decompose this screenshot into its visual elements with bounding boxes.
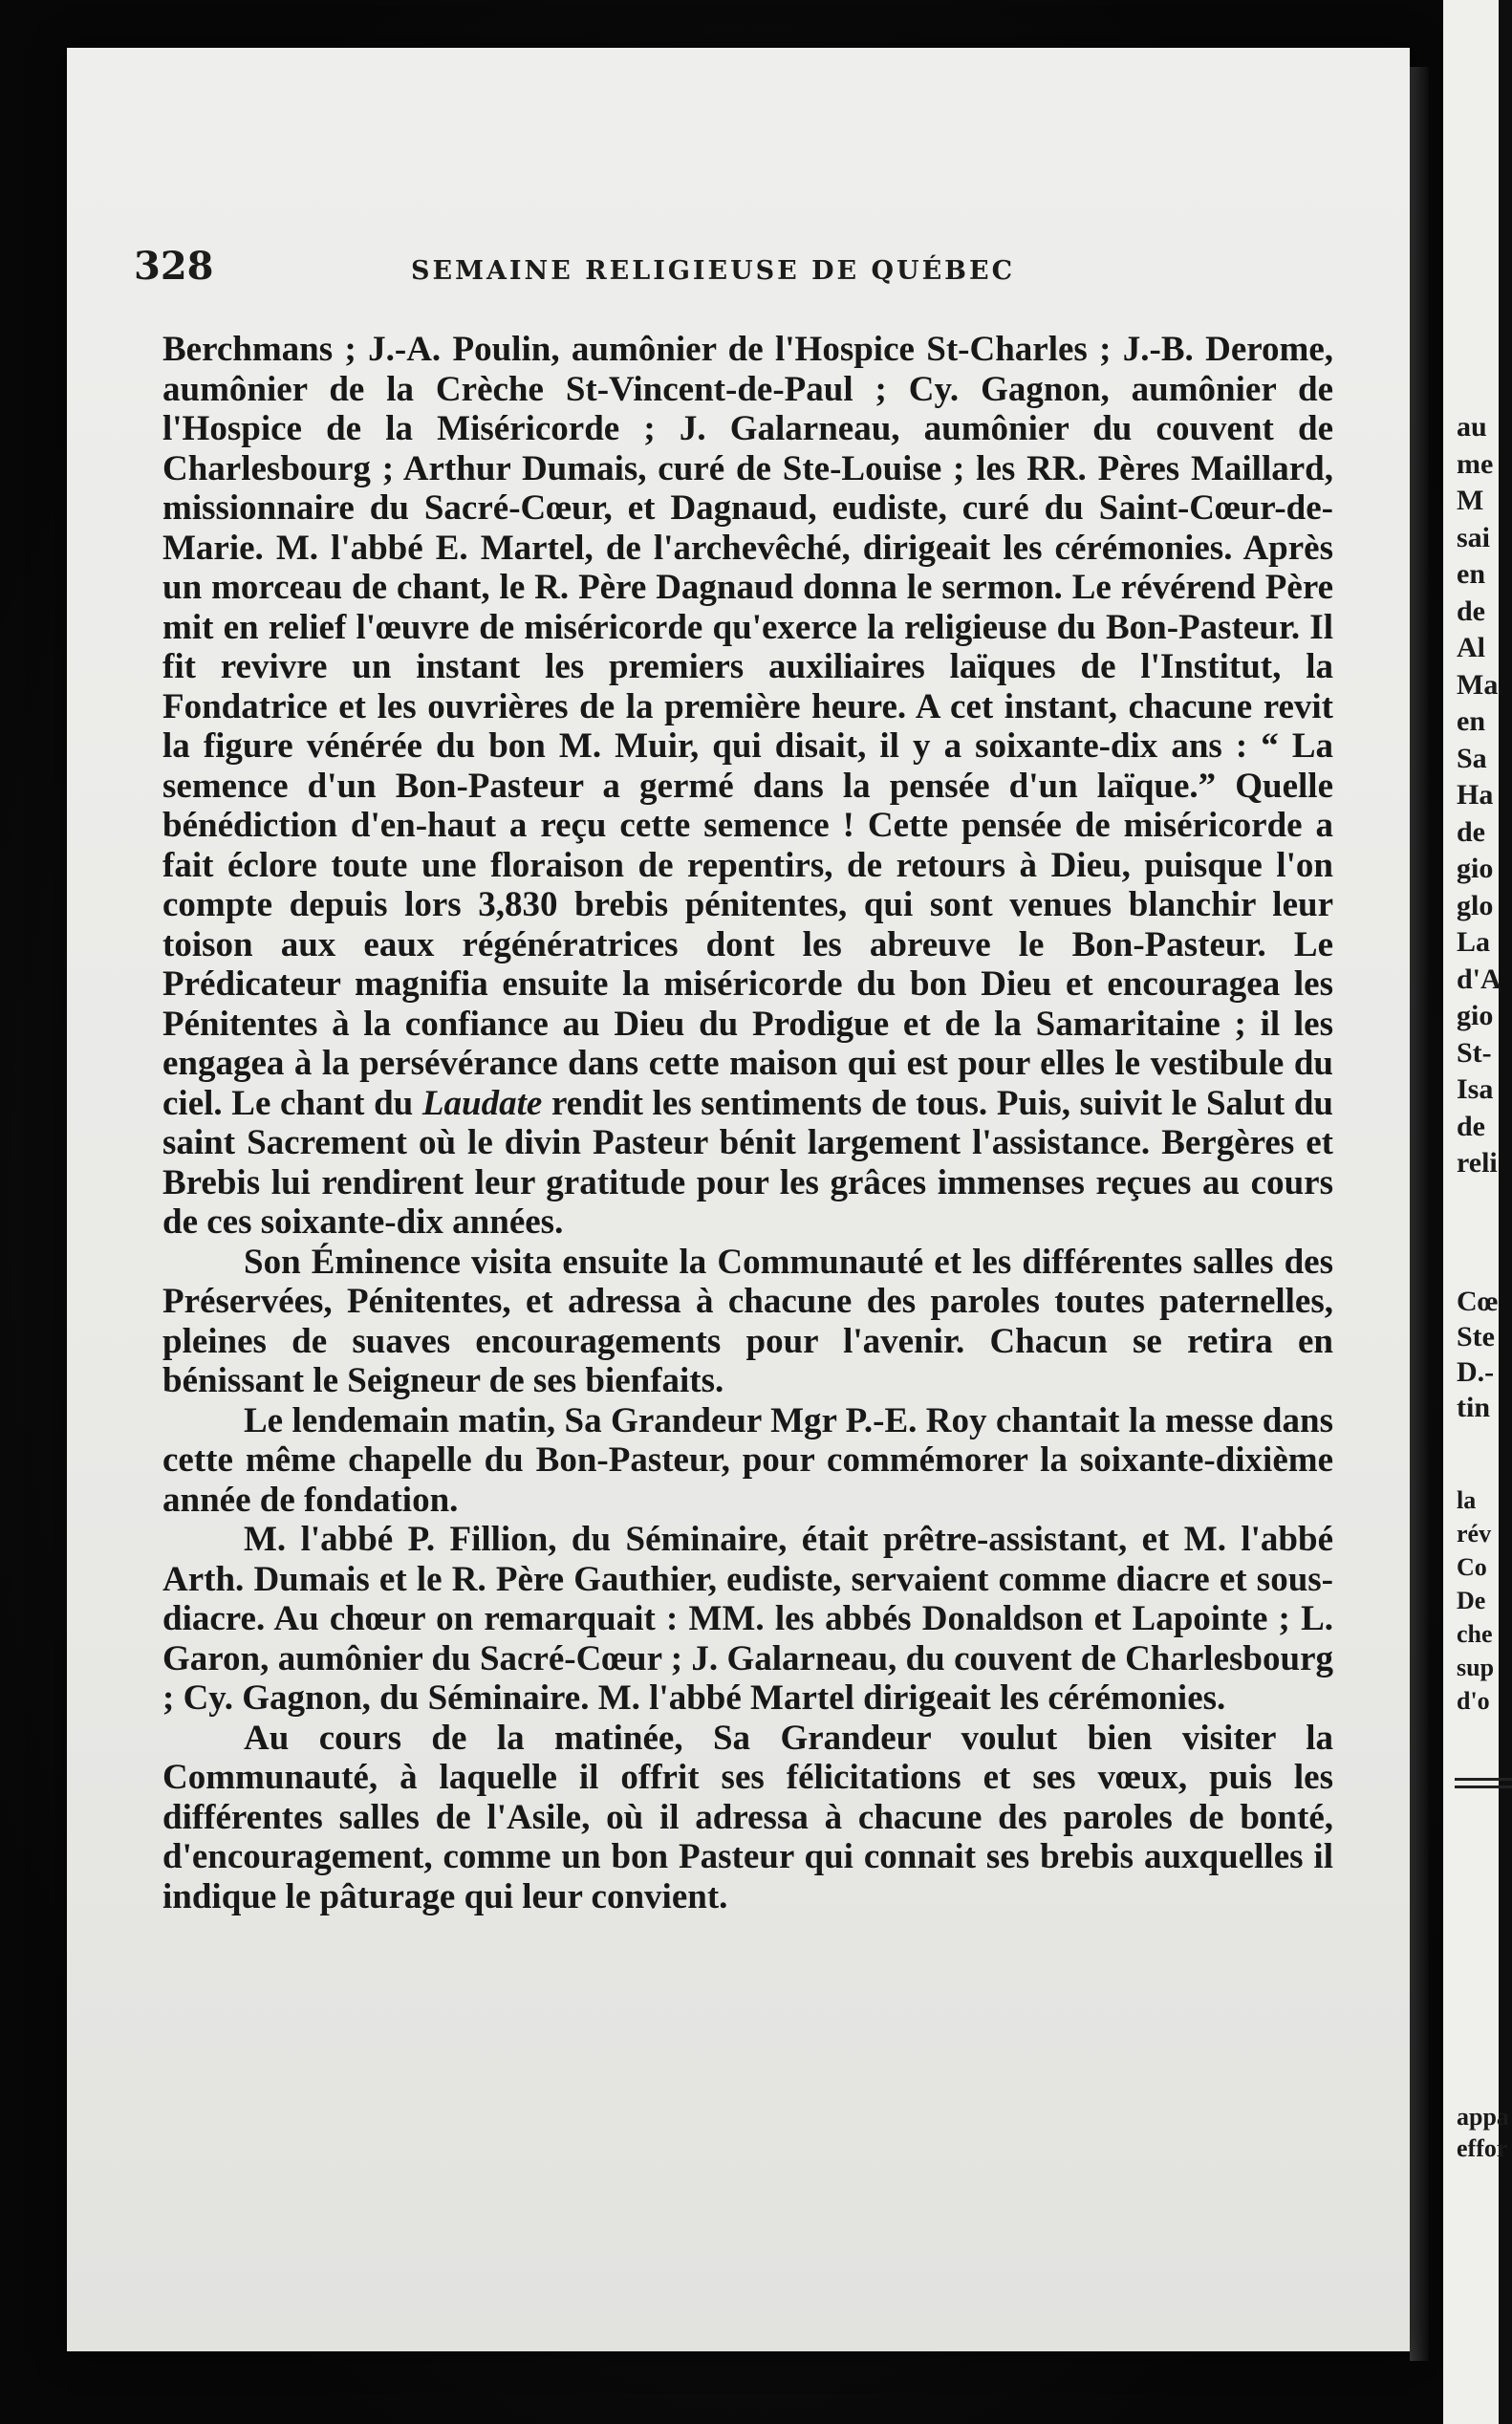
next-page-fragment: gio — [1457, 1000, 1494, 1031]
next-page-fragment: me — [1457, 447, 1494, 480]
next-page-fragment: che — [1457, 1620, 1493, 1648]
next-page-fragment: D.- — [1457, 1356, 1495, 1388]
next-page-fragment: Cœ — [1457, 1286, 1499, 1317]
paragraph-1 — [162, 330, 1333, 1243]
paragraph-1-italic: Laudate — [421, 1083, 543, 1123]
next-page-fragment: au — [1457, 411, 1487, 443]
next-page-fragment: de — [1457, 815, 1485, 848]
next-page-fragment: en — [1457, 558, 1485, 590]
page-number: 328 — [134, 244, 214, 289]
next-page-fragment: effor — [1457, 2134, 1508, 2162]
next-page-fragment: en — [1457, 705, 1485, 737]
page-header — [134, 244, 1090, 311]
paragraph-5: Au cours de la matinée, Sa Grandeur voulut bien visiter la Communauté, à laquelle il offrit ses félicitations et ses vœux, puis les différentes salles de l'Asile, où il adressa à chacune des paroles de bonté, d'encouragement, comme un bon Pasteur qui connait ses brebis auxquelles il indique le pâturage qui leur convient. — [162, 1718, 1333, 1916]
paragraph-1-text: Berchmans ; J.-A. Poulin, aumônier de l'Hospice St-Charles ; J.-B. Derome, aumônier de la Crèche St-Vincent-de-Paul ; Cy. Gagnon, aumônier de l'Hospice de la Miséricorde ; J. Galarneau, aumônier du couvent de Charlesbourg ; Arthur Dumais, curé de Ste-Louise ; les RR. Pères Maillard, missionnaire du Sacré-Cœur, et Dagnaud, eudiste, curé du Saint-Cœur-de-Marie. M. l'abbé E. Martel, de l'archevêché, dirigeait les cérémonies. Après un morceau de chant, le R. Père Dagnaud donna le sermon. Le révérend Père mit en relief l'œuvre de miséricorde qu'exerce la religieuse du Bon-Pasteur. Il fit revivre un instant les premiers auxiliaires laïques de l'Institut, la Fondatrice et les ouvrières de la première heure. A cet instant, chacune revit la figure vénérée du bon M. Muir, qui disait, il y a soixante-dix ans : “ La semence d'un Bon-Pasteur a germé dans la pensée d'un laïque.” Quelle bénédiction d'en-haut a reçu cette semence ! Cette pensée de miséricorde a fait éclore toute une floraison de repentirs, de retours à Dieu, puisque l'on compte depuis lors 3,830 brebis pénitentes, qui sont venues blanchir leur toison aux eaux régénératrices dont les abreuve le Bon-Pasteur. Le Prédicateur magnifia ensuite la miséricorde du bon Dieu et encouragea les Pénitentes à la confiance au Dieu du Prodigue et de la Samaritaine ; il les engagea à la persévérance dans cette maison qui est pour elles le vestibule du ciel. Le chant du — [162, 330, 1333, 1123]
next-page-fragment: reli — [1457, 1147, 1498, 1179]
running-head: SEMAINE RELIGIEUSE DE QUÉBEC — [411, 256, 1016, 286]
next-page-fragment: La — [1457, 926, 1491, 958]
next-page-fragment: appa — [1457, 2103, 1509, 2131]
next-page-fragment: d'o — [1457, 1687, 1490, 1715]
next-page-fragment: Al — [1457, 632, 1485, 663]
next-page-fragment: Ste — [1457, 1321, 1495, 1353]
next-page-fragment: sai — [1457, 521, 1491, 553]
next-page-fragment: rév — [1457, 1520, 1492, 1547]
paragraph-2: Son Éminence visita ensuite la Communauté et les différentes salles des Préservées, Pénitentes, et adressa à chacune des paroles toutes paternelles, pleines de suaves encouragements pour l'avenir. Chacun se retira en bénissant le Seigneur de ses bienfaits. — [162, 1242, 1333, 1400]
next-page-fragment: sup — [1457, 1654, 1495, 1681]
next-page-fragment: Isa — [1457, 1073, 1494, 1105]
page-gutter — [1410, 67, 1429, 2361]
next-page-fragment: M — [1457, 485, 1484, 516]
next-page-double-rule — [1455, 1778, 1512, 1788]
next-page-fragment: Co — [1457, 1553, 1487, 1581]
next-page-fragment: Ma — [1457, 668, 1499, 701]
next-page-fragment: St- — [1457, 1036, 1492, 1069]
next-page-fragment: tin — [1457, 1392, 1491, 1423]
next-page-fragment: glo — [1457, 889, 1494, 921]
next-page-fragment: gio — [1457, 853, 1494, 884]
next-page-fragment: la — [1457, 1486, 1477, 1514]
next-page-fragment: Ha — [1457, 779, 1494, 811]
next-page-strip — [1443, 0, 1509, 2424]
paragraph-4: M. l'abbé P. Fillion, du Séminaire, était prêtre-assistant, et M. l'abbé Arth. Dumais et le R. Père Gauthier, eudiste, servaient comme diacre et sous-diacre. Au chœur on remarquait : MM. les abbés Donaldson et Lapointe ; L. Garon, aumônier du Sacré-Cœur ; J. Galarneau, du couvent de Charlesbourg ; Cy. Gagnon, du Séminaire. M. l'abbé Martel dirigeait les cérémonies. — [162, 1520, 1333, 1718]
next-page-fragment: de — [1457, 1110, 1485, 1142]
paragraph-3: Le lendemain matin, Sa Grandeur Mgr P.-E. Roy chantait la messe dans cette même chapelle du Bon-Pasteur, pour commémorer la soixante-dixième année de fondation. — [162, 1400, 1333, 1520]
next-page-fragment: De — [1457, 1587, 1486, 1614]
paragraph-1-after: rendit les sentiments de tous. Puis, suivit le Salut du saint Sacrement où le divin Pasteur bénit largement l'assistance. Bergères et Brebis lui rendirent leur gratitude pour les grâces immenses reçues au cours de ces soixante-dix années. — [162, 1083, 1334, 1242]
article-body — [162, 330, 1333, 1916]
next-page-fragment: d'A — [1457, 963, 1501, 995]
next-page-fragment: de — [1457, 595, 1485, 627]
next-page-fragment: Sa — [1457, 742, 1487, 774]
